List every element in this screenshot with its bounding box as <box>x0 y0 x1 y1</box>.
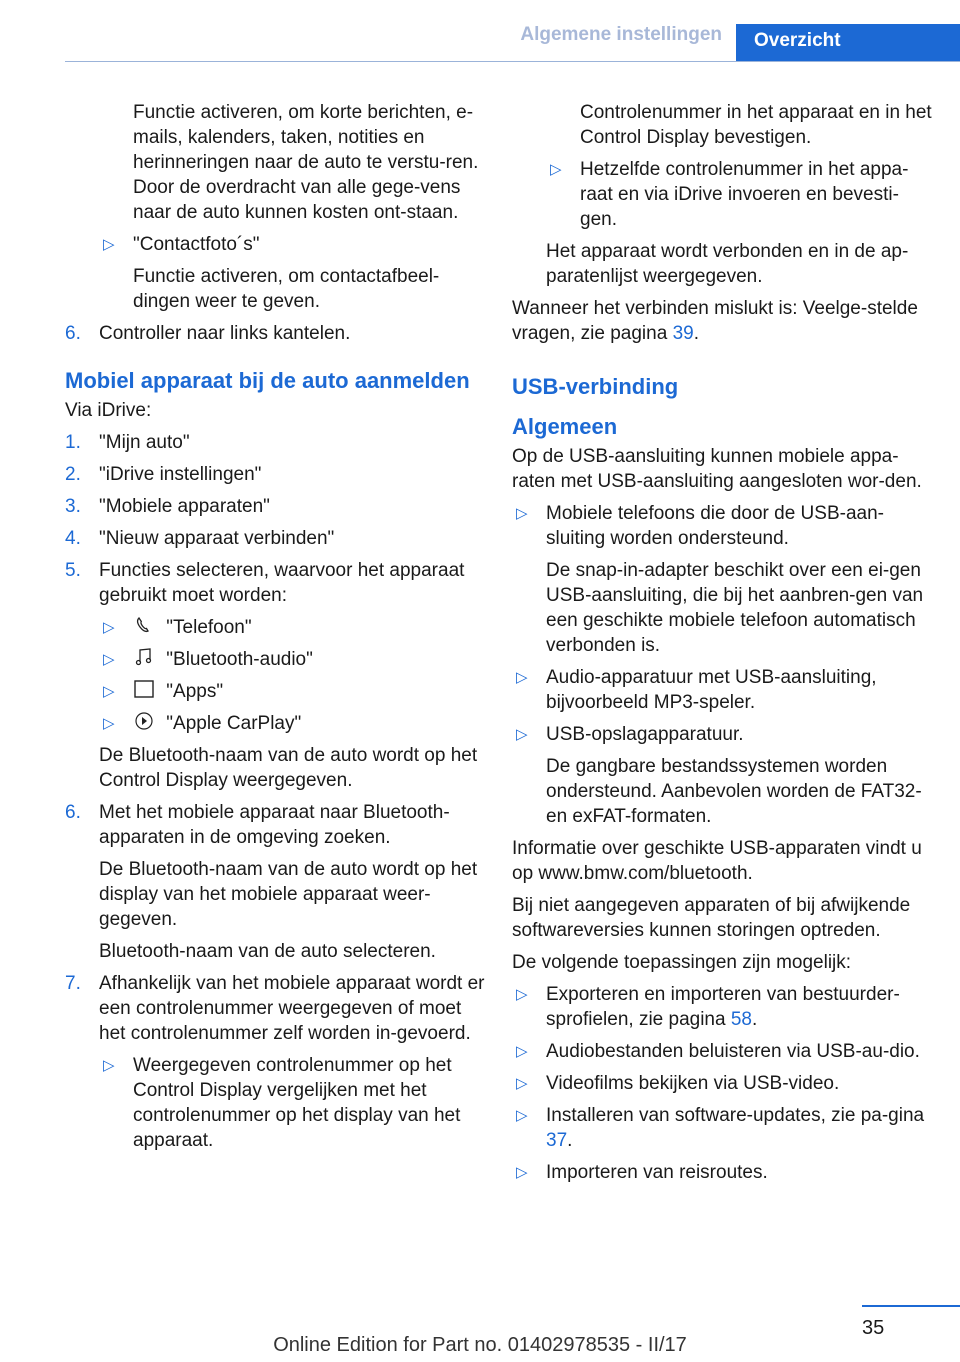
right-column <box>512 100 932 1192</box>
text-run: . <box>693 323 699 344</box>
triangle-bullet-icon: ▷ <box>516 1107 528 1124</box>
heading-general: Algemeen <box>512 414 618 439</box>
step-item <box>65 321 485 346</box>
step-number: 2. <box>65 464 81 485</box>
paragraph: Via iDrive: <box>65 400 152 421</box>
edition-footer: Online Edition for Part no. 01402978535 - II/17 <box>273 1334 687 1356</box>
step-number: 7. <box>65 973 81 994</box>
step-text: Met het mobiele apparaat naar Bluetooth-apparaten in de omgeving zoeken. <box>99 802 450 848</box>
page-link-58[interactable]: 58 <box>730 1009 752 1030</box>
function-label: "Apps" <box>166 681 224 702</box>
step-text: "Nieuw apparaat verbinden" <box>99 528 335 549</box>
paragraph: De snap-in-adapter beschikt over een ei-gen USB-aansluiting, die bij het aanbren-gen van een geschikte mobiele telefoon automatisch verbonden is. <box>546 560 924 656</box>
step-number: 1. <box>65 432 81 453</box>
page-link-37[interactable]: 37 <box>546 1130 568 1151</box>
phone-icon <box>133 615 155 633</box>
triangle-bullet-icon: ▷ <box>516 1075 528 1092</box>
header-rule <box>65 61 960 62</box>
step-text: Controller naar links kantelen. <box>99 323 351 344</box>
step-number: 4. <box>65 528 81 549</box>
function-item-carplay <box>99 711 485 736</box>
triangle-bullet-icon: ▷ <box>516 505 528 522</box>
bullet-text <box>546 984 900 1030</box>
step-item <box>65 526 485 551</box>
step-item <box>65 971 485 1046</box>
bullet-text: Importeren van reisroutes. <box>546 1162 768 1183</box>
bullet-item <box>99 1053 485 1153</box>
section-title: Algemene instellingen <box>520 24 722 45</box>
page-link-39[interactable]: 39 <box>672 323 694 344</box>
paragraph: Controlenummer in het apparaat en in het Control Display bevestigen. <box>580 102 932 148</box>
triangle-bullet-icon: ▷ <box>516 669 528 686</box>
bullet-text: Audiobestanden beluisteren via USB-au-dio. <box>546 1041 920 1062</box>
step-text: Afhankelijk van het mobiele apparaat wordt er een controlenummer weergegeven of moet het controlenummer zelf worden in-gevoerd. <box>99 973 485 1044</box>
text-run: Exporteren en importeren van bestuurder-sprofielen, zie pagina <box>546 984 900 1030</box>
triangle-bullet-icon: ▷ <box>516 1164 528 1181</box>
paragraph: Functie activeren, om korte berichten, e-mails, kalenders, taken, notities en herinneringen naar de auto te verstu-ren. Door de overdracht van alle gege-vens naar de auto kunnen kosten ont-staan. <box>133 102 479 223</box>
carplay-icon <box>133 711 155 729</box>
heading-usb-connection: USB-verbinding <box>512 374 679 399</box>
bullet-item <box>512 665 932 715</box>
step-item <box>65 462 485 487</box>
bullet-item <box>512 1071 932 1096</box>
function-label: "Telefoon" <box>166 617 252 638</box>
bullet-item <box>512 982 932 1032</box>
text-run: . <box>567 1130 573 1151</box>
function-label: "Apple CarPlay" <box>166 713 302 734</box>
paragraph: Op de USB-aansluiting kunnen mobiele appa-raten met USB-aansluiting aangesloten wor-den. <box>512 446 922 492</box>
paragraph: Functie activeren, om contactafbeel-dingen weer te geven. <box>133 266 440 312</box>
paragraph: De volgende toepassingen zijn mogelijk: <box>512 952 852 973</box>
paragraph <box>512 296 932 346</box>
step-text: "Mijn auto" <box>99 432 190 453</box>
step-item <box>65 558 485 608</box>
paragraph: Het apparaat wordt verbonden en in de ap-paratenlijst weergegeven. <box>546 241 909 287</box>
paragraph: Informatie over geschikte USB-apparaten vindt u op www.bmw.com/bluetooth. <box>512 838 922 884</box>
bullet-text: "Contactfoto´s" <box>133 234 260 255</box>
paragraph: De Bluetooth-naam van de auto wordt op het display van het mobiele apparaat weer-gegeven. <box>99 859 478 930</box>
bullet-item <box>512 501 932 551</box>
left-column <box>65 100 485 1160</box>
footer-rule <box>862 1305 960 1307</box>
step-number: 5. <box>65 560 81 581</box>
step-text: Functies selecteren, waarvoor het apparaat gebruikt moet worden: <box>99 560 465 606</box>
function-item-apps <box>99 679 485 704</box>
bullet-text: Mobiele telefoons die door de USB-aan-sluiting worden ondersteund. <box>546 503 884 549</box>
bullet-item <box>512 722 932 747</box>
function-item-bluetooth-audio <box>99 647 485 672</box>
step-number: 6. <box>65 323 81 344</box>
bullet-text <box>546 1105 924 1151</box>
bullet-item <box>512 1103 932 1153</box>
bullet-item <box>512 1039 932 1064</box>
text-run: . <box>751 1009 758 1030</box>
function-item-phone <box>99 615 485 640</box>
paragraph: Bluetooth-naam van de auto selecteren. <box>99 941 436 962</box>
triangle-bullet-icon: ▷ <box>516 726 528 743</box>
bullet-text: Weergegeven controlenummer op het Control Display vergelijken met het controlenummer op het display van het apparaat. <box>133 1055 461 1151</box>
bullet-item <box>512 1160 932 1185</box>
triangle-bullet-icon: ▷ <box>103 651 115 668</box>
triangle-bullet-icon: ▷ <box>103 715 115 732</box>
step-item <box>65 430 485 455</box>
bullet-text: Audio-apparatuur met USB-aansluiting, bijvoorbeeld MP3-speler. <box>546 667 877 713</box>
paragraph: Bij niet aangegeven apparaten of bij afwijkende softwareversies kunnen storingen optreden. <box>512 895 911 941</box>
page-number: 35 <box>862 1317 885 1339</box>
bullet-text: USB-opslagapparatuur. <box>546 724 744 745</box>
page-header <box>0 0 960 62</box>
step-text: "iDrive instellingen" <box>99 464 262 485</box>
paragraph: De Bluetooth-naam van de auto wordt op het Control Display weergegeven. <box>99 745 478 791</box>
function-label: "Bluetooth-audio" <box>166 649 313 670</box>
triangle-bullet-icon: ▷ <box>103 1057 115 1074</box>
triangle-bullet-icon: ▷ <box>103 683 115 700</box>
step-item <box>65 494 485 519</box>
header-tab-overview: Overzicht <box>736 24 960 62</box>
bullet-text: Videofilms bekijken via USB-video. <box>546 1073 840 1094</box>
heading-mobile-device: Mobiel apparaat bij de auto aanmelden <box>65 368 470 393</box>
step-text: "Mobiele apparaten" <box>99 496 270 517</box>
step-number: 6. <box>65 802 81 823</box>
apps-square-icon <box>133 679 155 697</box>
text-run: Installeren van software-updates, zie pa-gina <box>546 1105 925 1126</box>
triangle-bullet-icon: ▷ <box>516 986 528 1003</box>
triangle-bullet-icon: ▷ <box>550 161 562 178</box>
bullet-item <box>99 232 485 257</box>
bullet-text: Hetzelfde controlenummer in het appa-raat en via iDrive invoeren en bevesti-gen. <box>580 159 909 230</box>
bullet-item <box>546 157 932 232</box>
paragraph: De gangbare bestandssystemen worden ondersteund. Aanbevolen worden de FAT32- en exFAT-formaten. <box>546 756 922 827</box>
step-item <box>65 800 485 850</box>
triangle-bullet-icon: ▷ <box>103 236 115 253</box>
triangle-bullet-icon: ▷ <box>516 1043 528 1060</box>
step-number: 3. <box>65 496 81 517</box>
music-note-icon <box>133 647 155 665</box>
triangle-bullet-icon: ▷ <box>103 619 115 636</box>
text-run: Wanneer het verbinden mislukt is: Veelge-stelde vragen, zie pagina <box>512 298 918 344</box>
